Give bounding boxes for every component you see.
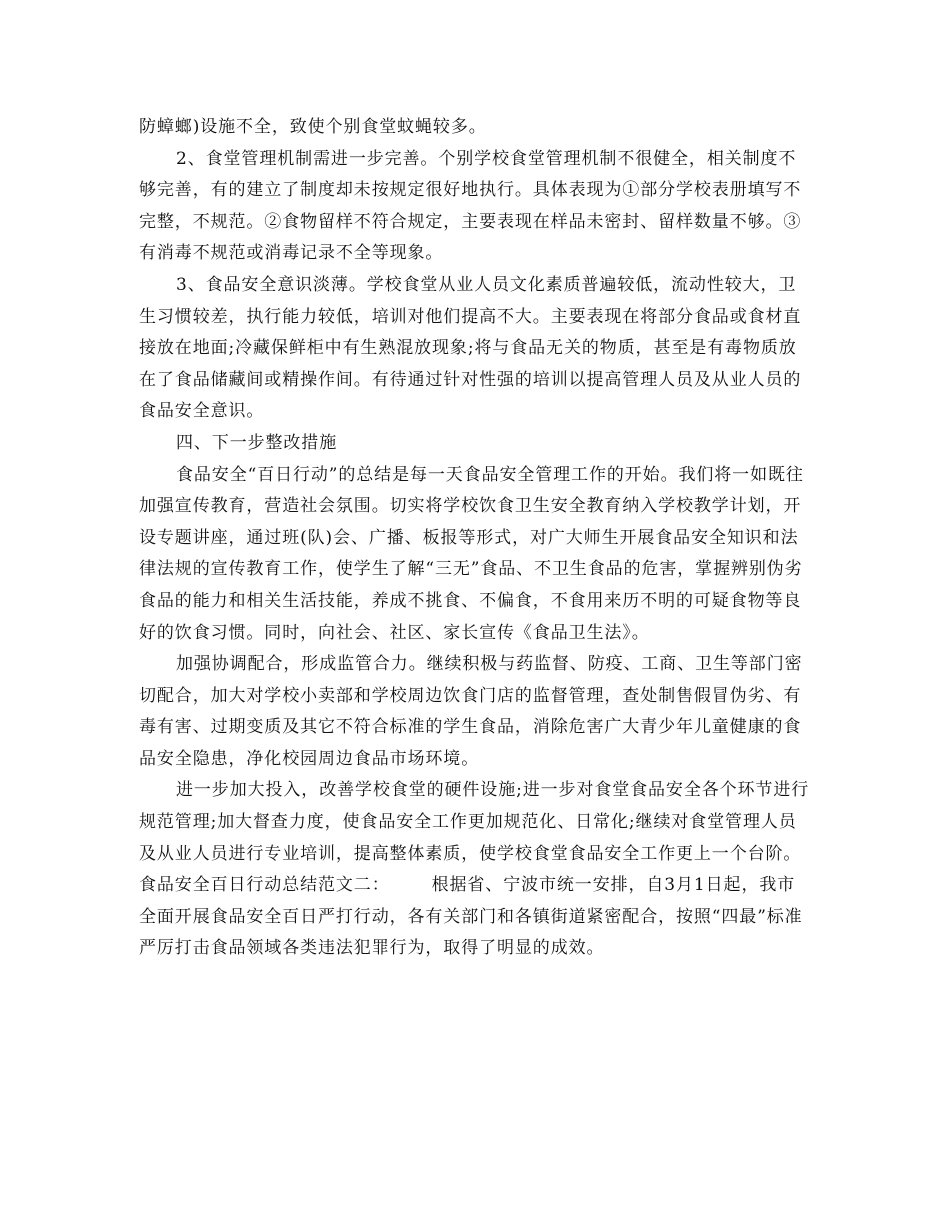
paragraph-investment: 进一步加大投入，改善学校食堂的硬件设施;进一步对食堂食品安全各个环节进行规范管理;加大督查力度，使食品安全工作更加规范化、日常化;继续对食堂管理人员及从业人员进行专业培训，提高整体素质，使学校食堂食品安全工作更上一个台阶。 [139, 780, 810, 864]
paragraph-facility-continuation: 防蟑螂)设施不全，致使个别食堂蚊蝇较多。 [139, 117, 487, 137]
sample-two-heading: 食品安全百日行动总结范文二： [139, 875, 390, 896]
paragraph-management-mechanism: 2、食堂管理机制需进一步完善。个别学校食堂管理机制不很健全，相关制度不够完善，有的建立了制度却未按规定很好地执行。具体表现为①部分学校表册填写不完整，不规范。②食物留样不符合规定，主要表现在样品未密封、留样数量不够。③有消毒不规范或消毒记录不全等现象。 [139, 148, 802, 264]
paragraph-coordination: 加强协调配合，形成监管合力。继续积极与药监督、防疫、工商、卫生等部门密切配合，加大对学校小卖部和学校周边饮食门店的监督管理，查处制售假冒伪劣、有毒有害、过期变质及其它不符合标准的学生食品，消除危害广大青少年儿童健康的食品安全隐患，净化校园周边食品市场环境。 [139, 654, 803, 769]
paragraph-publicity-education: 食品安全“百日行动”的总结是每一天食品安全管理工作的开始。我们将一如既往加强宣传教育，营造社会氛围。切实将学校饮食卫生安全教育纳入学校教学计划，开设专题讲座，通过班(队)会、广播、板报等形式，对广大师生开展食品安全知识和法律法规的宣传教育工作，使学生了解“三无”食品、不卫生食品的危害，掌握辨别伪劣食品的能力和相关生活技能，养成不挑食、不偏食，不食用来历不明的可疑食物等良好的饮食习惯。同时，向社会、社区、家长宣传《食品卫生法》。 [139, 464, 804, 643]
paragraph-safety-awareness: 3、食品安全意识淡薄。学校食堂从业人员文化素质普遍较低，流动性较大，卫生习惯较差，执行能力较低，培训对他们提高不大。主要表现在将部分食品或食材直接放在地面;冷藏保鲜柜中有生熟混放现象;将与食品无关的物质，甚至是有毒物质放在了食品储藏间或精操作间。有待通过针对性强的培训以提高管理人员及从业人员的食品安全意识。 [139, 274, 802, 422]
section-heading-next-steps: 四、下一步整改措施 [176, 432, 338, 453]
sample-two-text: 根据省、宁波市统一安排，自3月1日起，我市全面开展食品安全百日严打行动，各有关部门和各镇街道紧密配合，按照“四最”标准严厉打击食品领域各类违法犯罪行为，取得了明显的成效。 [139, 875, 803, 959]
paragraph-sample-two [139, 870, 813, 965]
